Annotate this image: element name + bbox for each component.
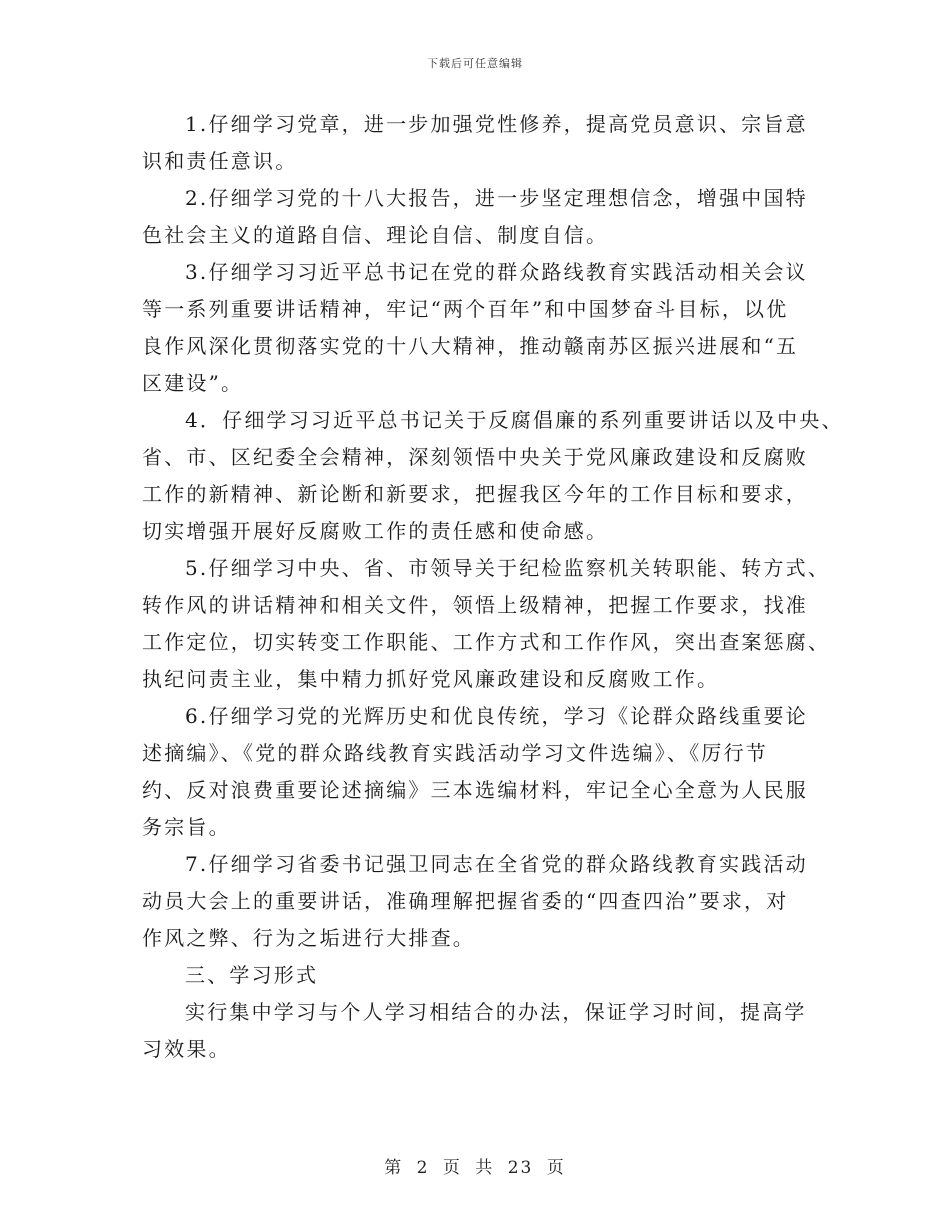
text-line: 述摘编》、《党的群众路线教育实践活动学习文件选编》、《厉行节 bbox=[142, 741, 768, 765]
text-line: 工作定位，切实转变工作职能、工作方式和工作作风，突出查案惩腐、 bbox=[142, 630, 831, 654]
page-footer: 第 2 页 共 23 页 bbox=[384, 1158, 566, 1178]
text-line: 作风之弊、行为之垢进行大排查。 bbox=[142, 926, 475, 950]
text-line: 6.仔细学习党的光辉历史和优良传统，学习《论群众路线重要论 bbox=[185, 704, 808, 728]
document-body bbox=[142, 106, 844, 1068]
text-line: 实行集中学习与个人学习相结合的办法，保证学习时间，提高学 bbox=[185, 1000, 807, 1024]
text-line: 务宗旨。 bbox=[142, 815, 231, 839]
text-line: 3.仔细学习习近平总书记在党的群众路线教育实践活动相关会议 bbox=[185, 260, 808, 284]
text-line: 省、市、区纪委全会精神，深刻领悟中央关于党风廉政建设和反腐败 bbox=[142, 445, 808, 469]
text-line: 2.仔细学习党的十八大报告，进一步坚定理想信念，增强中国特 bbox=[185, 186, 808, 210]
text-line: 7.仔细学习省委书记强卫同志在全省党的群众路线教育实践活动 bbox=[185, 852, 808, 876]
text-line: 色社会主义的道路自信、理论自信、制度自信。 bbox=[142, 223, 609, 247]
page-header: 下载后可任意编辑 bbox=[427, 57, 523, 70]
text-line: 5.仔细学习中央、省、市领导关于纪检监察机关转职能、转方式、 bbox=[185, 556, 831, 580]
text-line: 三、学习形式 bbox=[185, 963, 319, 987]
text-line: 等一系列重要讲话精神，牢记“两个百年”和中国梦奋斗目标，以优 bbox=[142, 297, 789, 321]
text-line: 执纪问责主业，集中精力抓好党风廉政建设和反腐败工作。 bbox=[142, 667, 720, 691]
text-line: 动员大会上的重要讲话，准确理解把握省委的“四查四治”要求，对 bbox=[142, 889, 789, 913]
text-line: 区建设”。 bbox=[142, 371, 244, 395]
text-line: 良作风深化贯彻落实党的十八大精神，推动赣南苏区振兴进展和“五 bbox=[142, 334, 799, 358]
text-line: 1.仔细学习党章，进一步加强党性修养，提高党员意识、宗旨意 bbox=[185, 112, 808, 136]
text-line: 切实增强开展好反腐败工作的责任感和使命感。 bbox=[142, 519, 609, 543]
text-line: 习效果。 bbox=[142, 1037, 231, 1061]
text-line: 识和责任意识。 bbox=[142, 149, 298, 173]
text-line: 转作风的讲话精神和相关文件，领悟上级精神，把握工作要求，找准 bbox=[142, 593, 808, 617]
text-line: 约、反对浪费重要论述摘编》三本选编材料，牢记全心全意为人民服 bbox=[142, 778, 808, 802]
text-line: 4．仔细学习习近平总书记关于反腐倡廉的系列重要讲话以及中央、 bbox=[185, 408, 844, 432]
text-line: 工作的新精神、新论断和新要求，把握我区今年的工作目标和要求， bbox=[142, 482, 808, 506]
